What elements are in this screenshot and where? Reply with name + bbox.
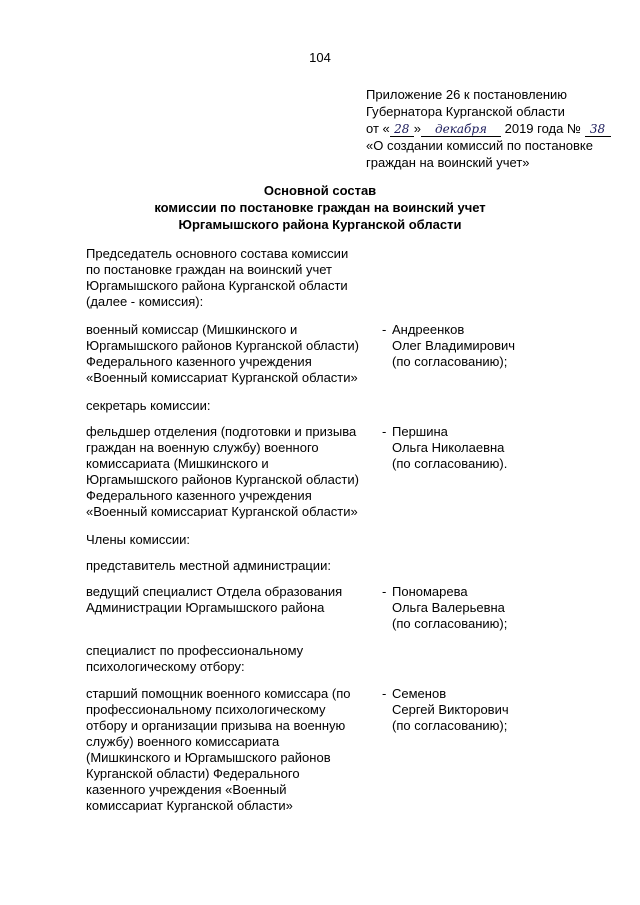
member-name: [382, 424, 626, 472]
member-name: [382, 686, 626, 734]
appendix-line-5: граждан на воинский учет»: [366, 155, 530, 170]
member-position: военный комиссар (Мишкинского и Юргамышского районов Курганской области) Федерального казенного учреждения «Военный комиссариат Курганской области»: [86, 322, 359, 385]
page-number: 104: [309, 50, 331, 65]
local-admin-label: представитель местной администрации:: [86, 558, 331, 573]
appendix-line-2: Губернатора Курганской области: [366, 104, 565, 119]
date-prefix: от «: [366, 121, 390, 136]
title-line-3: Юргамышского района Курганской области: [178, 217, 462, 232]
member-given-name: Сергей Викторович: [392, 702, 509, 717]
dash: -: [382, 322, 387, 337]
member-surname: Пономарева: [392, 584, 468, 599]
title-line-1: Основной состав: [263, 183, 377, 198]
member-position: старший помощник военного комиссара (по профессиональному психологическому отбору и организации призыва на военную службу) военного комиссариата (Мишкинского и Юргамышского районов Курганской области) Федерального казенного учреждения «Военный комиссариат Курганской области»: [86, 686, 351, 813]
dash: -: [382, 686, 387, 701]
psych-label: специалист по профессиональному психологическому отбору:: [86, 643, 304, 674]
member-name: [382, 322, 626, 370]
member-surname: Семенов: [392, 686, 447, 701]
appendix-block: [366, 86, 628, 171]
members-label: Члены комиссии:: [86, 532, 191, 547]
member-name: [382, 584, 626, 632]
appendix-date-line: [366, 120, 628, 137]
appendix-line-1: Приложение 26 к постановлению: [366, 87, 568, 102]
member-given-name: Ольга Валерьевна: [392, 600, 505, 615]
handwritten-day: 28: [390, 123, 414, 137]
member-given-name: Олег Владимирович: [392, 338, 516, 353]
handwritten-month: декабря: [421, 123, 501, 137]
dash: -: [382, 424, 387, 439]
document-title: [0, 182, 640, 233]
chairman-label: Председатель основного состава комиссии по постановке граждан на воинский учет Юргамышского района Курганской области (далее - комиссия):: [86, 246, 349, 309]
handwritten-number: 38: [585, 123, 611, 137]
member-note: (по согласованию).: [392, 456, 508, 471]
member-position: ведущий специалист Отдела образования Администрации Юргамышского района: [86, 584, 343, 615]
member-note: (по согласованию);: [392, 354, 508, 369]
secretary-label: секретарь комиссии:: [86, 398, 211, 413]
date-quote-close: »: [413, 121, 421, 136]
year-text: 2019 года №: [504, 121, 581, 136]
member-note: (по согласованию);: [392, 616, 508, 631]
member-note: (по согласованию);: [392, 718, 508, 733]
member-given-name: Ольга Николаевна: [392, 440, 505, 455]
member-surname: Першина: [392, 424, 448, 439]
dash: -: [382, 584, 387, 599]
member-surname: Андреенков: [392, 322, 465, 337]
title-line-2: комиссии по постановке граждан на воинский учет: [154, 200, 486, 215]
member-position: фельдшер отделения (подготовки и призыва граждан на военную службу) военного комиссариата (Мишкинского и Юргамышского районов Курганской области) Федерального казенного учреждения «Военный комиссариат Курганской области»: [86, 424, 359, 519]
appendix-line-4: «О создании комиссий по постановке: [366, 138, 593, 153]
